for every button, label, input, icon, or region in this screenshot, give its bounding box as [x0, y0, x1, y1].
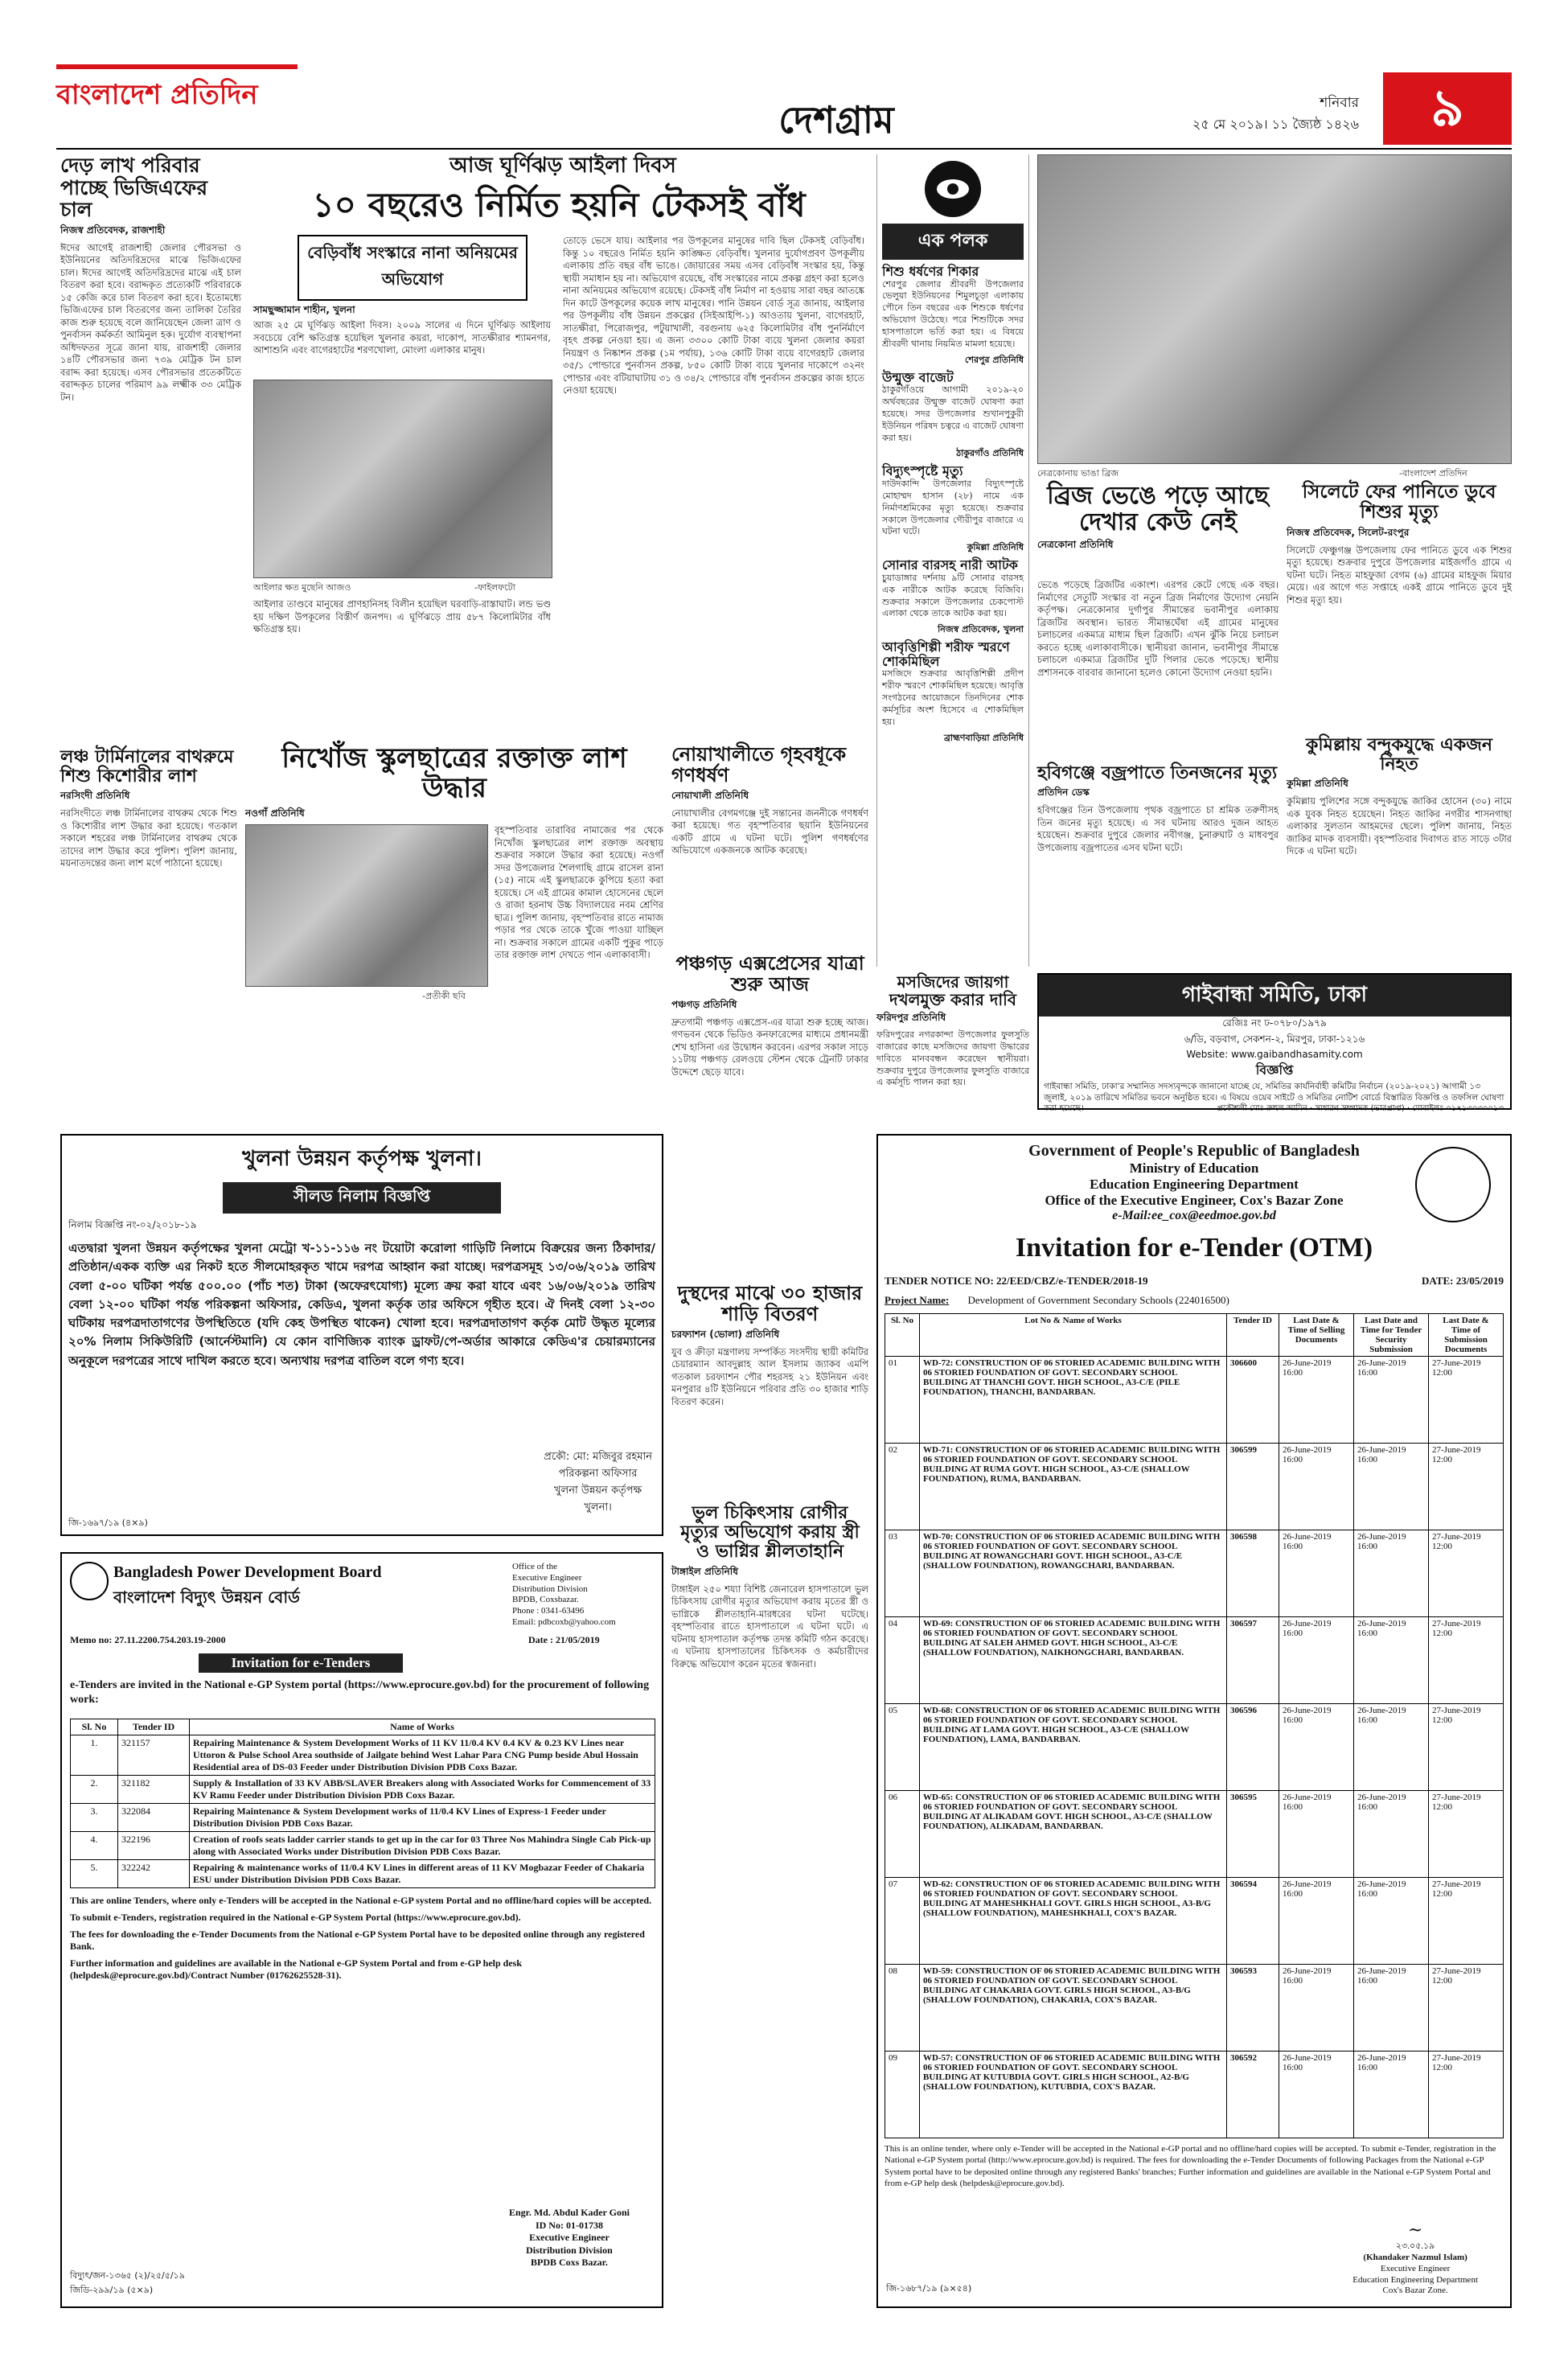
sign-line: Engr. Md. Abdul Kader Goni [508, 2207, 630, 2219]
office-line: Phone : 0341-63496 [512, 1606, 585, 1616]
article-vgf [60, 154, 241, 653]
table-row [71, 1735, 655, 1776]
office-line: Email: pdbcoxb@yahoo.com [512, 1616, 616, 1627]
headline: পঞ্চগড় এক্সপ্রেসের যাত্রা শুরু আজ [675, 952, 864, 996]
cell: 26-June-2019 16:00 [1354, 2052, 1429, 2138]
cell: 05 [885, 1704, 920, 1791]
bridge-photo-caption: নেত্রকোনায় ভাঙা ব্রিজ [1037, 468, 1119, 478]
logo-text: বাংলাদেশ প্রতিদিন [56, 79, 258, 111]
ad-address: ৬/ডি, বড়বাগ, সেকশন-২, মিরপুর, ঢাকা-১২১৬ [1184, 1033, 1365, 1045]
banner: Invitation for e-Tenders [199, 1653, 403, 1673]
sign-line: Cox's Bazar Zone. [1382, 2286, 1448, 2296]
cell: 306592 [1227, 2052, 1279, 2138]
article-missing [245, 744, 663, 1098]
sign-line: Education Engineering Department [1353, 2274, 1478, 2285]
cell: 322196 [118, 1832, 190, 1860]
item-credit: ব্রাহ্মণবাড়িয়া প্রতিনিধি [943, 732, 1024, 743]
item-title: আবৃত্তিশিল্পী শরীফ স্মরণে শোকমিছিল [882, 639, 1010, 669]
article-body: ফরিদপুরের নগরকান্দা উপজেলার ফুলসুতি বাজারের কাছে মসজিদের জায়গা উদ্ধারের দাবিতে মানববন্ধন করেছেন স্থানীয়রা। শুক্রবার দুপুরে উপজেলার ফুলসুতি বাজারে এ কর্মসূচি পালন করা হয়। [876, 1029, 1029, 1088]
byline: কুমিল্লা প্রতিনিধি [1287, 778, 1348, 790]
cell: 27-June-2019 12:00 [1429, 1357, 1504, 1444]
article-body: ঈদের আগেই রাজশাহী জেলার পৌরসভা ও ইউনিয়নের অতিদরিদ্রদের মাঝে ভিজিএফের চাল। ঈদের আগেই অতিদরিদ্রদের মাঝে এই চাল বিতরণ করা হবে। বরাদ্দকৃত প্রত্যেকটি পরিবারকে ১৫ কেজি করে চাল বিতরণ করা হবে। ইতোমধ্যে ভিজিএফের চাল বিতরণের জন্য তালিকা তৈরির কাজ শুরু হয়েছে বলে জানিয়েছেন জেলা ত্রাণ ও পুনর্বাসন কর্মকর্তা আমিনুল হক। দুর্যোগ ব্যবস্থাপনা অধিদফতর সূত্রে জানা যায়, রাজশাহী জেলার ১৪টি পৌরসভার জন্য ৭৩৯ মেট্রিক টন চাল বরাদ্দ করা হয়েছে। এসব পৌরসভার প্রতেকটিতে বরাদ্দকৃত চালের পরিমাণ ৯৯ লক্ষ্মীক ৩৩ মেট্রিক টন। [60, 241, 241, 403]
cell: 27-June-2019 12:00 [1429, 2052, 1504, 2138]
ad-body: এতদ্বারা খুলনা উন্নয়ন কর্তৃপক্ষের খুলনা মেট্রো খ-১১-১১৬ নং টয়োটা করোলা গাড়িটি নিলামে বিক্রয়ের জন্য ঠিকাদার/প্রতিষ্ঠান/একক ব্যক্তি এর নিকট হতে সীলমোহরকৃত খামে দরপত্র আহ্বান করা যাচ্ছে। দরপত্রসমূহ ১৩/০৬/২০১৯ তারিখ বেলা ৫-০০ ঘটিকা পর্যন্ত ৫০০.০০ (পাঁচ শত) টাকা (অফেরৎযোগ্য) মূল্যে ক্রয় করা যাবে এবং ১৬/০৬/২০১৯ তারিখ বেলা ১২-০০ ঘটিকা পর্যন্ত পরিকল্পনা অফিসার, কেডিএ, খুলনা কর্তৃক তার অফিসে গৃহীত হবে। ঐ দিনই বেলা ১২-৩০ ঘটিকায় দরপত্রদাতাগণের উপস্থিতিতে (যদি কেহ উপস্থিত থাকেন) খোলা হবে। দরপত্রদাতাগণ কর্তৃক মোট উদ্ধৃত মূল্যের ২০% নিলাম সিকিউরিটি (আর্নেস্টমানি) যে কোন বাণিজ্যিক ব্যাংক ড্রাফট/পে-অর্ডার আকারে কেডিএ'র চেয়ারম্যানের অনুকূলে দরপত্রের সাথে দাখিল করতে হবে। অন্যথায় দরপত্র বাতিল বলে গণ্য হবে। [68, 1241, 655, 1368]
cell: 306597 [1227, 1617, 1279, 1704]
cell: 3. [71, 1804, 118, 1832]
ad-website: Website: www.gaibandhasamity.com [1186, 1049, 1363, 1060]
sign-line: Executive Engineer [1380, 2263, 1451, 2273]
item-credit: কুমিল্লা প্রতিনিধি [967, 542, 1024, 553]
article-aila [249, 154, 868, 741]
eed-tender-table [885, 1313, 1504, 2138]
table-row [885, 1791, 1504, 1878]
item-title: বিদ্যুৎস্পৃষ্টে মৃত্যু [882, 463, 963, 479]
headline: দেড় লাখ পরিবার পাচ্ছে ভিজিএফের চাল [60, 154, 208, 221]
cell: 07 [885, 1878, 920, 1965]
dept-line: Education Engineering Department [1090, 1177, 1299, 1192]
headline: দুস্থদের মাঝে ৩০ হাজার শাড়ি বিতরণ [677, 1282, 863, 1326]
cell: Repairing Maintenance & System Development Works of 11 KV 11/0.4 KV 0.4 KV & 0.23 KV Lines near Uttoron & Pulse School Area southside of Jailgate behind West Lahar Para CNG Pump beside Abul Hossain Residential area of DS-03 Feeder under Distribution Division PDB Coxs Bazar. [190, 1735, 655, 1776]
byline: পঞ্চগড় প্রতিনিধি [671, 998, 737, 1010]
cell: 306594 [1227, 1878, 1279, 1965]
byline: নিজস্ব প্রতিবেদক, সিলেট-রংপুর [1287, 526, 1410, 538]
title-suffix: (OTM) [1289, 1233, 1373, 1263]
table-row [885, 2052, 1504, 2138]
item-body: শেরপুর জেলার শ্রীবরদী উপজেলার ভেলুয়া ইউনিয়নের শিমুলচূড়া এলাকায় পৌনে তিন বছরের এক শিশুকে ধর্ষণের অভিযোগ উঠেছে। পরে শিশুটিকে সদর হাসপাতালে ভর্তি করা হয়। এ বিষয়ে শ্রীবরদী থানায় নিয়মিত মামলা হয়েছে। [882, 278, 1024, 349]
sign-title: সাধারণ সম্পাদক (ভারপ্রাপ্ত) [1315, 1104, 1405, 1113]
article-body: দ্রুতগামী পঞ্চগড় এক্সপ্রেস-এর যাত্রা শুরু হচ্ছে আজ। গণভবন থেকে ভিডিও কনফারেন্সের মাধ্যমে প্রধানমন্ত্রী শেখ হাসিনা এর উদ্বোধন করবেন। এরপর সকাল সাড়ে ১১টায় পঞ্চগড় রেলওয়ে স্টেশন থেকে ট্রেনটি ঢাকার উদ্দেশে ছেড়ে যাবে। [671, 1016, 868, 1078]
col-header: Sl. No [885, 1314, 920, 1357]
sign-line: BPDB Coxs Bazar. [531, 2257, 608, 2269]
cell: 1. [71, 1735, 118, 1776]
cell: 26-June-2019 16:00 [1354, 1357, 1429, 1444]
cell: 26-June-2019 16:00 [1279, 1965, 1354, 2052]
item-credit: শেরপুর প্রতিনিধি [964, 354, 1024, 365]
kicker: আজ ঘূর্ণিঝড় আইলা দিবস [449, 154, 676, 178]
aila-photo [253, 380, 552, 578]
cell: 26-June-2019 16:00 [1279, 1704, 1354, 1791]
office-line: Distribution Division [512, 1583, 588, 1594]
item-body: চুয়াডাঙ্গার দর্শনায় ৯টি সোনার বারসহ এক নারীকে আটক করেছে বিজিবি। শুক্রবার সকালে উপজেলার চেকপোস্ট এলাকা থেকে তাকে আটক করা হয়। [882, 572, 1024, 619]
col-header: Tender ID [118, 1719, 190, 1735]
masthead [0, 0, 1568, 153]
ad-eedmoe [876, 1134, 1512, 2308]
item-credit: নিজস্ব প্রতিবেদক, খুলনা [938, 624, 1024, 635]
page-number: ৯ [1383, 72, 1512, 145]
article-mosque [876, 973, 1029, 1126]
table-header-row [71, 1719, 655, 1735]
cell: 03 [885, 1530, 920, 1617]
ad-ref: নিলাম বিজ্ঞপ্তি নং-০২/২০১৮-১৯ [68, 1219, 197, 1230]
ad-signatory: প্রকৌশলী মোঃ রুহুল আমিন · সাধারণ সম্পাদক (ভারপ্রাপ্ত) · মোবাইলঃ ০১৭১৩০৩০০১৩ [1217, 1104, 1504, 1113]
cell: Repairing Maintenance & System Development works of 11/0.4 KV Lines of Express-1 Feeder under Distribution Division PDB Coxs Bazar. [190, 1804, 655, 1832]
ek-palak-item [882, 371, 1024, 462]
note: The fees for downloading the e-Tender Documents from the National e-GP System Portal have to be deposited online through any registered Bank. [70, 1928, 645, 1952]
table-row [885, 1704, 1504, 1791]
gov-line: Government of People's Republic of Bangladesh [1028, 1142, 1360, 1160]
byline: ফরিদপুর প্রতিনিধি [876, 1012, 946, 1023]
eed-signatory [1353, 2220, 1478, 2297]
article-body: বৃহস্পতিবার তারাবির নামাজের পর থেকে নিখোঁজ স্কুলছাত্রের লাশ রক্তাক্ত অবস্থায় শুক্রবার সকালে উদ্ধার করা হয়েছে। নওগাঁ সদর উপজেলার শৈলগাছি গ্রামে রাসেল রানা (১৫) নামে এই স্কুলছাত্রকে কুপিয়ে হত্যা করা হয়েছে। সে এই গ্রামের কামাল হোসেনের ছেলে ও রাজা হরনাথ উচ্চ বিদ্যালয়ের নবম শ্রেণির ছাত্র। পুলিশ জানায়, বৃহস্পতিবার রাতে নামাজ পড়ার পর থেকে তাকে খুঁজে পাওয়া যাচ্ছিল না। শুক্রবার সকালে গ্রামের একটি পুকুর পাড়ে তার রক্তাক্ত লাশ দেখতে পান এলাকাবাসী। [495, 824, 663, 961]
cell: 26-June-2019 16:00 [1354, 1704, 1429, 1791]
headline: সিলেটে ফের পানিতে ডুবে শিশুর মৃত্যু [1302, 482, 1496, 524]
cell: 26-June-2019 16:00 [1279, 1444, 1354, 1530]
cell: 27-June-2019 12:00 [1429, 1530, 1504, 1617]
memo: Memo no: 27.11.2200.754.203.19-2000 [70, 1634, 226, 1645]
cell: WD-68: CONSTRUCTION OF 06 STORIED ACADEMIC BUILDING WITH 06 STORIED FOUNDATION OF GOVT. SECONDARY SCHOOL BUILDING AT LAMA GOVT. HIGH SCHOOL, A3-C/E (SHALLOW FOUNDATION), LAMA, BANDARBAN. [920, 1704, 1227, 1791]
note: Further information and guidelines are available in the National e-GP System Portal and from e-GP help desk (helpdesk@eprocure.gov.bd)/Contract Number (01762625528-31). [70, 1957, 523, 1981]
ad-bpdb [60, 1552, 663, 2308]
item-title: সোনার বারসহ নারী আটক [882, 557, 1018, 573]
ad-code: জি-১৬৮৭/১৯ (৯×৫৪) [886, 2283, 972, 2294]
item-credit: ঠাকুরগাঁও প্রতিনিধি [956, 448, 1024, 459]
bpdb-logo-icon [70, 1562, 109, 1600]
table-row [885, 1617, 1504, 1704]
item-body: মসজিদে শুক্রবার আবৃত্তিশিল্পী প্রদীপ শরীফ স্মরণে শোকমিছিল হয়েছে। আবৃত্তি সংগঠনের আয়োজনে তিনদিনের শোক কর্মসূচির অংশ হিসেবে এ শোকমিছিল হয়। [882, 668, 1024, 727]
project-row [885, 1294, 1504, 1307]
issue-date: ২৫ মে ২০১৯। ১১ জ্যৈষ্ঠ ১৪২৬ [1192, 117, 1359, 132]
ad-banner: সীলড নিলাম বিজ্ঞপ্তি [223, 1182, 501, 1214]
article-body: সিলেটে ফেঞ্চুগঞ্জ উপজেলায় ফের পানিতে ডুবে এক শিশুর মৃত্যু হয়েছে। শুক্রবার দুপুরে উপজেলার মাইজগাঁও গ্রামে এ ঘটনা ঘটে। নিহত মাহফুজা বেগম (৬) গ্রামের মাহফুজ মিয়ার মেয়ে। এর আগে গত সপ্তাহে একই গ্রামে পানিতে ডুবে দুই শিশুর মৃত্যু হয়। [1287, 544, 1512, 606]
ministry-line: Ministry of Education [1129, 1160, 1259, 1176]
cell: WD-71: CONSTRUCTION OF 06 STORIED ACADEMIC BUILDING WITH 06 STORIED FOUNDATION OF GOVT. SECONDARY SCHOOL BUILDING AT RUMA GOVT. HIGH SCHOOL, A3-C/E (SHALLOW FOUNDATION), RUMA, BANDARBAN. [920, 1444, 1227, 1530]
subheadline: বেড়িবাঁধ সংস্কারে নানা অনিয়মের অভিযোগ [298, 235, 527, 301]
eed-header [885, 1142, 1504, 1223]
tender-notice-row [885, 1275, 1504, 1288]
cell: 26-June-2019 16:00 [1279, 2052, 1354, 2138]
cell: Repairing & maintenance works of 11/0.4 KV Lines in different areas of 11 KV Mogbazar Feeder of Chakaria ESU under Distribution Division PDB Coxs Bazar. [190, 1860, 655, 1888]
headline: কুমিল্লায় বন্দুকযুদ্ধে একজন নিহত [1305, 735, 1493, 775]
table-row [71, 1832, 655, 1860]
item-title: উন্মুক্ত বাজেট [882, 369, 954, 385]
ad-gaibandha [1037, 973, 1512, 1114]
cell: 08 [885, 1965, 920, 2052]
col-header: Lot No & Name of Works [920, 1314, 1227, 1357]
bridge-body: ভেঙে পড়েছে ব্রিজটির একাংশ। এরপর কেটে গেছে এক বছর। নির্মাণের সেতুটি সংস্কার বা নতুন ব্রিজ নির্মাণের উদ্যোগ নেয়নি কর্তৃপক্ষ। নেত্রকোনার দুর্গাপুর সীমান্তের ভবানীপুর এলাকায় ব্রিজটির অবস্থান। ভারত সীমান্তঘেঁষা এই গ্রামের মানুষের চলাচলের একমাত্র মাধ্যম ছিল ব্রিজটি। এখন ঝুঁকি নিয়ে চলাচল করতে হচ্ছে এলাকাবাসীকে। স্থানীয়রা জানান, ভবানীপুর সীমান্তে চলাচলে একমাত্র ব্রিজটির দুটি পিলার ভেঙে পড়েছে। স্থানীয় প্রশাসনকে বারবার জানানো হলেও কোনো উদ্যোগ নেওয়া হয়নি। [1037, 579, 1279, 678]
cell: 322084 [118, 1804, 190, 1832]
ad-banner: বিজ্ঞপ্তি [1255, 1062, 1294, 1078]
byline: নিজস্ব প্রতিবেদক, রাজশাহী [60, 224, 166, 236]
section-title: দেশগ্রাম [778, 98, 894, 142]
byline: নেত্রকোনা প্রতিনিধি [1037, 539, 1114, 550]
sign-line: (Khandaker Nazmul Islam) [1363, 2253, 1467, 2262]
table-row [885, 1444, 1504, 1530]
col-header: Last Date & Time of Selling Documents [1279, 1314, 1354, 1357]
photo-caption: আইলার ক্ষত মুছেনি আজও [253, 582, 351, 593]
table-row [885, 1530, 1504, 1617]
cell: 27-June-2019 12:00 [1429, 1444, 1504, 1530]
sign-line: Executive Engineer [529, 2232, 610, 2244]
headline: মসজিদের জায়গা দখলমুক্ত করার দাবি [889, 972, 1016, 1009]
article-body: কুমিল্লায় পুলিশের সঙ্গে বন্দুকযুদ্ধে জাকির হোসেন (৩০) নামে এক যুবক নিহত হয়েছেন। নিহত জাকির নগরীর শাসনগাছা এলাকার সুলতান আহমদের ছেলে। পুলিশ জানায়, নিহত জাকির মাদক ব্যবসায়ী। বৃহস্পতিবার দিবাগত রাত সাড়ে ৩টার দিকে এ ঘটনা ঘটে। [1287, 795, 1512, 857]
ek-palak-item [882, 265, 1024, 368]
cell: 27-June-2019 12:00 [1429, 1878, 1504, 1965]
cell: 2. [71, 1776, 118, 1804]
sign-city: খুলনা। [584, 1501, 612, 1514]
col-header: Sl. No [71, 1719, 118, 1735]
cell: 26-June-2019 16:00 [1354, 1878, 1429, 1965]
ek-palak-label: এক পলক [882, 224, 1024, 260]
cell: Supply & Installation of 33 KV ABB/SLAVER Breakers along with Associated Works for Commencement of 33 KV Ramu Feeder under Distribution Division PDB Coxs Bazar. [190, 1776, 655, 1804]
cell: 306599 [1227, 1444, 1279, 1530]
note: To submit e-Tenders, registration required in the National e-GP System Portal (https://www.eprocure.gov.bd). [70, 1912, 521, 1923]
article-body-1: আজ ২৫ মে ঘূর্ণিঝড় আইলা দিবস। ২০০৯ সালের এ দিনে ঘূর্ণিঝড় আইলায় সবচেয়ে বেশি ক্ষতিগ্রস্ত হয়েছিল খুলনার কয়রা, দাকোপ, সাতক্ষীরার শ্যামনগর, আশাশুনি এবং বাগেরহাটের শরণখোলা, মোংলা এলাকার মানুষ। [253, 319, 551, 356]
bridge-photo-credit: -বাংলাদেশ প্রতিদিন [1399, 468, 1467, 478]
cell: 306595 [1227, 1791, 1279, 1878]
col-header: Tender ID [1227, 1314, 1279, 1357]
ad-body: গাইবান্ধা সমিতি, ঢাকা'র সম্মানিত সদস্যবৃন্দকে জানানো যাচ্ছে যে, সমিতির কার্যনির্বাহী কমিটির নির্বাচন (২০১৯-২০২১) আগামী ১৩ জুলাই, ২০১৯ তারিখে সমিতির ভবনে অনুষ্ঠিত হবে। এ বিষয়ে ওয়েব সাইটে ও সমিতির নোটিশ বোর্ডে বিস্তারিত বিজ্ঞপ্তি ও তফসিল ঘোষণা করা হয়েছে। [1044, 1082, 1504, 1114]
article-body: নরসিংদীতে লঞ্চ টার্মিনালের বাথরুম থেকে শিশু ও কিশোরীর লাশ উদ্ধার করা হয়েছে। গতকাল সকালে শহরের লঞ্চ টার্মিনালের বাথরুম থেকে তাদের লাশ উদ্ধার করে পুলিশ। পুলিশ জানায়, ময়নাতদন্তের জন্য লাশ মর্গে পাঠানো হয়েছে। [60, 807, 237, 869]
article-wrong-treatment [671, 1504, 868, 2308]
bpdb-signatory [509, 2207, 630, 2269]
newspaper-logo [56, 64, 298, 121]
col-header: Last Date and Time for Tender Security Submission [1354, 1314, 1429, 1357]
cell: 26-June-2019 16:00 [1354, 1617, 1429, 1704]
ad-title: খুলনা উন্নয়ন কর্তৃপক্ষ খুলনা। [242, 1147, 482, 1171]
cell: 306593 [1227, 1965, 1279, 2052]
ek-palak-item [882, 640, 1024, 745]
cell: 26-June-2019 16:00 [1354, 1530, 1429, 1617]
table-header-row [885, 1314, 1504, 1357]
eed-title [885, 1233, 1504, 1263]
signature-icon: ~ [1407, 2220, 1423, 2241]
sign-line: ID No: 01-01738 [535, 2219, 603, 2231]
headline: লঞ্চ টার্মিনালের বাথরুমে শিশু কিশোরীর লাশ [60, 747, 234, 787]
article-rail [671, 953, 868, 1275]
bpdb-office [512, 1562, 616, 1629]
cell: WD-59: CONSTRUCTION OF 06 STORIED ACADEMIC BUILDING WITH 06 STORIED FOUNDATION OF GOVT. SECONDARY SCHOOL BUILDING AT CHAKARIA GOVT. GIRLS HIGH SCHOOL, A3-B/G (SHALLOW FOUNDATION), CHAKARIA, COX'S BAZAR. [920, 1965, 1227, 2052]
bpdb-name-bn: বাংলাদেশ বিদ্যুৎ উন্নয়ন বোর্ড [113, 1587, 300, 1607]
ek-palak-column [876, 154, 1029, 967]
article-drown [1287, 483, 1512, 724]
sign-mobile: মোবাইলঃ ০১৭১৩০৩০০১৩ [1412, 1104, 1504, 1113]
date: Date : 21/05/2019 [528, 1634, 600, 1645]
cell: 321182 [118, 1776, 190, 1804]
ek-palak-item [882, 558, 1024, 638]
cell: 5. [71, 1860, 118, 1888]
masthead-divider [56, 148, 1512, 150]
sign-org: খুলনা উন্নয়ন কর্তৃপক্ষ [553, 1485, 642, 1497]
sign-title: পরিকল্পনা অফিসার [558, 1468, 638, 1480]
photo-credit: -ফাইলফটো [474, 582, 515, 593]
sign-line: Distribution Division [526, 2244, 613, 2256]
cell: 27-June-2019 12:00 [1429, 1965, 1504, 2052]
cell: 27-June-2019 12:00 [1429, 1791, 1504, 1878]
cell: 04 [885, 1617, 920, 1704]
cell: Creation of roofs seats ladder carrier stands to get up in the car for 03 Three Nos Mahindra Single Cab Pick-up along with Associated Works under Distribution Division PDB Coxs Bazar. [190, 1832, 655, 1860]
missing-photo [245, 824, 488, 987]
article-body-3: তোড়ে ভেসে যায়। আইলার পর উপকূলের মানুষের দাবি ছিল টেকসই বেড়িবাঁধ। কিন্তু ১০ বছরেও নির্মিত হয়নি কাঙ্ক্ষিত বেড়িবাঁধ। খুলনার দুর্যোগপ্রবণ উপকূলীয় এলাকায় প্রতি বছর বাঁধ ভাঙে। জোয়ারের সময় এসব বেড়িবাঁধ সংস্কার হয়, কিন্তু স্থায়ী সমাধান হয় না। অভিযোগ রয়েছে, বাঁধ সংস্কারের নামে প্রকল্প গ্রহণ করা হলেও নানা অনিয়মের অভিযোগ রয়েছে। টেকসই বাঁধ নির্মাণ না হওয়ায় সারা বছর আতঙ্কে দিন কাটে উপকূলের কয়েক লাখ মানুষের। পানি উন্নয়ন বোর্ড সূত্র জানায়, আইলার পর উপকূলীয় বাঁধ উন্নয়ন প্রকল্পের (সিইআইপি-১) আওতায় খুলনা, বাগেরহাট, সাতক্ষীরা, পিরোজপুর, পটুয়াখালী, বরগুনায় ৬২৫ কিলোমিটার বাঁধ পুনর্নির্মাণে বৃহৎ প্রকল্প নেওয়া হয়। এ জন্য ৩৩০০ কোটি টাকা ব্যয়ে খুলনা জেলার কয়রা নিয়ন্ত্রণ ও নিষ্কাশন প্রকল্প (১ম পর্যায়), ১৩৬ কোটি টাকা ব্যয়ে বাগেরহাট জেলার ৩৫/১ পোল্ডারে পুনর্বাসন প্রকল্প, ৮৫০ কোটি টাকা ব্যয়ে খুলনার দাকোপে ৩২নং পোল্ডার এবং বটিয়াঘাটায় ৩১ ও ৩৪/২ পোল্ডারে বাঁধ পুনর্বাসন প্রকল্পের কাজ হাতে নেওয়া হয়েছে। [563, 235, 864, 396]
article-habiganj [1037, 764, 1279, 957]
office-line: Office of the [512, 1562, 557, 1571]
cell: 27-June-2019 12:00 [1429, 1704, 1504, 1791]
byline: টাঙ্গাইল প্রতিনিধি [671, 1565, 738, 1577]
byline: নওগাঁ প্রতিনিধি [245, 807, 305, 819]
byline: নোয়াখালী প্রতিনিধি [671, 789, 749, 801]
cell: 26-June-2019 16:00 [1279, 1878, 1354, 1965]
headline: নিখোঁজ স্কুলছাত্রের রক্তাক্ত লাশ উদ্ধার [281, 742, 627, 805]
cell: 01 [885, 1357, 920, 1444]
item-body: ঠাকুরগাঁওয়ে আগামী ২০১৯-২০ অর্থবছরের উন্মুক্ত বাজেট ঘোষণা করা হয়েছে। সদর উপজেলার শুখানপুকুরী ইউনিয়ন পরিষদ চত্বরে এ বাজেট ঘোষণা করা হয়। [882, 384, 1024, 443]
headline: ভুল চিকিৎসায় রোগীর মৃত্যুর অভিযোগ করায় স্ত্রী ও ভাগ্নির শ্লীলতাহানি [680, 1503, 860, 1563]
article-comilla [1287, 736, 1512, 961]
byline: সামছুজ্জামান শাহীন, খুলনা [253, 304, 355, 315]
ad-code: জি-১৬৯৭/১৯ (৪×৯) [68, 1518, 148, 1528]
eye-icon [925, 161, 981, 217]
eed-footer-note: This is an online tender, where only e-Tender will be accepted in the National e-GP portal and no offline/hard copies will be accepted. To submit e-Tender, registration in the National e-GP System portal (http://www.eprocure.gov.bd) is required. The fees for downloading the e-Tender Documents of following Packages from the National e-GP System portal have to be deposited online through any registered Banks' branches; Further information and guidelines are available in the National e-GP System Portal and from e-GP help desk (helpdesk@eprocure.gov.bd). [885, 2144, 1496, 2188]
bpdb-tender-table [70, 1719, 655, 1888]
headline: ১০ বছরেও নির্মিত হয়নি টেকসই বাঁধ [312, 185, 806, 224]
cell: WD-70: CONSTRUCTION OF 06 STORIED ACADEMIC BUILDING WITH 06 STORIED FOUNDATION OF GOVT. SECONDARY SCHOOL BUILDING AT ROWANGCHARI GOVT. HIGH SCHOOL, A3-C/E (SHALLOW FOUNDATION), ROWANGCHARI, BANDARBAN. [920, 1530, 1227, 1617]
sign-name: প্রকৌশলী মোঃ রুহুল আমিন [1217, 1104, 1307, 1113]
email-line: e-Mail:ee_cox@eedmoe.gov.bd [1112, 1209, 1276, 1222]
cell: 26-June-2019 16:00 [1354, 1444, 1429, 1530]
article-terminal [60, 748, 237, 1086]
cell: 26-June-2019 16:00 [1354, 1965, 1429, 2052]
cell: 306596 [1227, 1704, 1279, 1791]
cell: WD-72: CONSTRUCTION OF 06 STORIED ACADEMIC BUILDING WITH 06 STORIED FOUNDATION OF GOVT. SECONDARY SCHOOL BUILDING AT THANCHI GOVT. HIGH SCHOOL, A3-C/E (PILE FOUNDATION), THANCHI, BANDARBAN. [920, 1357, 1227, 1444]
cell: 26-June-2019 16:00 [1279, 1530, 1354, 1617]
sign-name: প্রকৌ: মো: মজিবুর রহমান [544, 1451, 652, 1463]
eed-logo-icon [1415, 1147, 1491, 1222]
headline: নোয়াখালীতে গৃহবধূকে গণধর্ষণ [671, 743, 847, 787]
issue-day: শনিবার [1320, 95, 1359, 111]
ad-code: বিদ্যুৎ/জন-১৩৬৫ (২)/২৫/৫/১৯ [70, 2270, 185, 2281]
project-label: Project Name: [885, 1294, 950, 1306]
article-body: নোয়াখালীর বেগমগঞ্জে দুই সন্তানের জননীকে গণধর্ষণ করা হয়েছে। গত বৃহস্পতিবার ছয়ানি ইউনিয়নের একটি গ্রামে এ ঘটনা ঘটে। পুলিশ গণধর্ষণের অভিযোগে একজনকে আটক করেছে। [671, 807, 868, 856]
note: This are online Tenders, where only e-Tenders will be accepted in the National e-GP system Portal and no offline/hard copies will be accepted. [70, 1895, 652, 1906]
table-row [885, 1965, 1504, 2052]
ad-signatory [544, 1449, 652, 1517]
article-saree [671, 1283, 868, 1492]
article-body: টাঙ্গাইল ২৫০ শয্যা বিশিষ্ট জেনারেল হাসপাতালে ভুল চিকিৎসায় রোগীর মৃত্যুর অভিযোগ করায় মৃতের স্ত্রী ও ভাগ্নিকে শ্লীলতাহানি-মারধরের ঘটনা ঘটেছে। বৃহস্পতিবার রাতে হাসপাতালে এ ঘটনা ঘটে। এ ঘটনায় হাসপাতাল কর্তৃপক্ষ তদন্ত কমিটি গঠন করেছে। এ ঘটনায় হাসপাতালের চিকিৎসক ও কর্মচারীদের বিরুদ্ধে অভিযোগ করেন মৃতের স্বজনরা। [671, 1583, 868, 1670]
ek-palak-item [882, 464, 1024, 556]
cell: 321157 [118, 1735, 190, 1776]
cell: WD-69: CONSTRUCTION OF 06 STORIED ACADEMIC BUILDING WITH 06 STORIED FOUNDATION OF GOVT. SECONDARY SCHOOL BUILDING AT SALEH AHMED GOVT. HIGH SCHOOL, A3-C/E (SHALLOW FOUNDATION), NAIKHONGCHARI, BANDARBAN. [920, 1617, 1227, 1704]
byline: চরফ্যাশন (ভোলা) প্রতিনিধি [671, 1328, 780, 1340]
bridge-photo [1037, 154, 1512, 464]
cell: 09 [885, 2052, 920, 2138]
cell: WD-57: CONSTRUCTION OF 06 STORIED ACADEMIC BUILDING WITH 06 STORIED FOUNDATION OF GOVT. SECONDARY SCHOOL BUILDING AT KUTUBDIA GOVT. GIRLS HIGH SCHOOL, A2-B/G (SHALLOW FOUNDATION), KUTUBDIA, COX'S BAZAR. [920, 2052, 1227, 2138]
cell: 322242 [118, 1860, 190, 1888]
project-name: Development of Government Secondary Schools (224016500) [967, 1294, 1229, 1306]
cell: 26-June-2019 16:00 [1279, 1357, 1354, 1444]
cell: 06 [885, 1791, 920, 1878]
col-header: Name of Works [190, 1719, 655, 1735]
headline: হবিগঞ্জে বজ্রপাতে তিনজনের মৃত্যু [1037, 763, 1278, 783]
item-body: দাউদকান্দি উপজেলার বিদ্যুৎস্পৃষ্টে মোহাম্মদ হাসান (২৮) নামে এক নির্মাণশ্রমিকের মৃত্যু হয়েছে। শুক্রবার সকালে উপজেলার গৌরীপুর বাজারে এ ঘটনা ঘটে। [882, 478, 1024, 537]
photo-credit: -প্রতীকী ছবি [422, 991, 466, 1001]
cell: 4. [71, 1832, 118, 1860]
cell: 26-June-2019 16:00 [1279, 1617, 1354, 1704]
headline: ব্রিজ ভেঙে পড়ে আছে দেখার কেউ নেই [1047, 482, 1269, 536]
byline: নরসিংদী প্রতিনিধি [60, 790, 130, 802]
bpdb-name-en: Bangladesh Power Development Board [113, 1563, 382, 1581]
office-line: Executive Engineer [512, 1572, 582, 1583]
cell: 02 [885, 1444, 920, 1530]
cell: 27-June-2019 12:00 [1429, 1617, 1504, 1704]
table-row [71, 1860, 655, 1888]
bpdb-tender-table-wrap [70, 1719, 655, 1982]
table-row [71, 1776, 655, 1804]
byline: প্রতিদিন ডেস্ক [1037, 787, 1090, 799]
cell: 26-June-2019 16:00 [1354, 1791, 1429, 1878]
article-body: যুব ও ক্রীড়া মন্ত্রণালয় সম্পর্কিত সংসদীয় স্থায়ী কমিটির চেয়ারম্যান আবদুল্লাহ আল ইসলাম জ্যাকব এমপি গতকাল চরফ্যাশন পৌর শহরসহ ২১ ইউনিয়ন এবং মনপুরার ৪টি ইউনিয়নে পরিবার প্রতি ৩০ হাজার শাড়ি বিতরণ করেন। [671, 1345, 868, 1407]
cell: WD-65: CONSTRUCTION OF 06 STORIED ACADEMIC BUILDING WITH 06 STORIED FOUNDATION OF GOVT. SECONDARY SCHOOL BUILDING AT ALIKADAM GOVT. HIGH SCHOOL, A3-C/E (SHALLOW FOUNDATION), ALIKADAM, BANDARBAN. [920, 1791, 1227, 1878]
cell: 306600 [1227, 1357, 1279, 1444]
item-title: শিশু ধর্ষণের শিকার [882, 264, 979, 279]
col-header: Last Date & Time of Submission Documents [1429, 1314, 1504, 1357]
ad-code: জিডি-২৯৯/১৯ (৫×৯) [70, 2285, 154, 2295]
cell: WD-62: CONSTRUCTION OF 06 STORIED ACADEMIC BUILDING WITH 06 STORIED FOUNDATION OF GOVT. SECONDARY SCHOOL BUILDING AT MAHESHKHALI GOVT. GIRLS HIGH SCHOOL, A3-B/G (SHALLOW FOUNDATION), MAHESHKHALI, COX'S BAZAR. [920, 1878, 1227, 1965]
ad-title: গাইবান্ধা সমিতি, ঢাকা [1039, 975, 1510, 1017]
sign-date: ২৩.০৫.১৯ [1395, 2241, 1435, 2252]
ad-khulna [60, 1134, 663, 1536]
intro: e-Tenders are invited in the National e-GP System portal (https://www.eprocure.gov.bd) for the procurement of following work: [70, 1679, 650, 1707]
office-line: BPDB, Coxsbazar. [512, 1595, 579, 1605]
table-row [71, 1804, 655, 1832]
tender-notice: TENDER NOTICE NO: 22/EED/CBZ/e-TENDER/2018-19 [885, 1275, 1148, 1287]
article-body-2: আইলার তাণ্ডবে মানুষের প্রাণহানিসহ বিলীন হয়েছিল ঘরবাড়ি-রাস্তাঘাট। লন্ড ভণ্ড হয় দক্ষিণ উপকূলের বিস্তীর্ণ জনপদ। এ ঘূর্ণিঝড়ে প্রায় ৫৮৭ কিলোমিটার বাঁধ ক্ষতিগ্রস্ত হয়। [253, 598, 551, 635]
tender-date: DATE: 23/05/2019 [1422, 1275, 1504, 1287]
cell: 26-June-2019 16:00 [1279, 1791, 1354, 1878]
article-gangrape [671, 744, 868, 945]
cell: 306598 [1227, 1530, 1279, 1617]
article-body: হবিগঞ্জের তিন উপজেলায় পৃথক বজ্রপাতে চা শ্রমিক তরুণীসহ তিন জনের মৃত্যু হয়েছে। এ সব ঘটনায় আরও দুজন আহত হয়েছেন। শুক্রবার দুপুরে জেলার নবীগঞ্জ, চুনারুঘাট ও মাধবপুর উপজেলায় বজ্রপাতের এসব ঘটনা ঘটে। [1037, 804, 1279, 853]
office-line: Office of the Executive Engineer, Cox's Bazar Zone [1045, 1193, 1344, 1208]
title-text: Invitation for e-Tender [1015, 1233, 1283, 1263]
ad-reg: রেজিঃ নং ঢ-০৭৮০/১৯৭৯ [1222, 1017, 1327, 1029]
table-row [885, 1357, 1504, 1444]
table-row [885, 1878, 1504, 1965]
